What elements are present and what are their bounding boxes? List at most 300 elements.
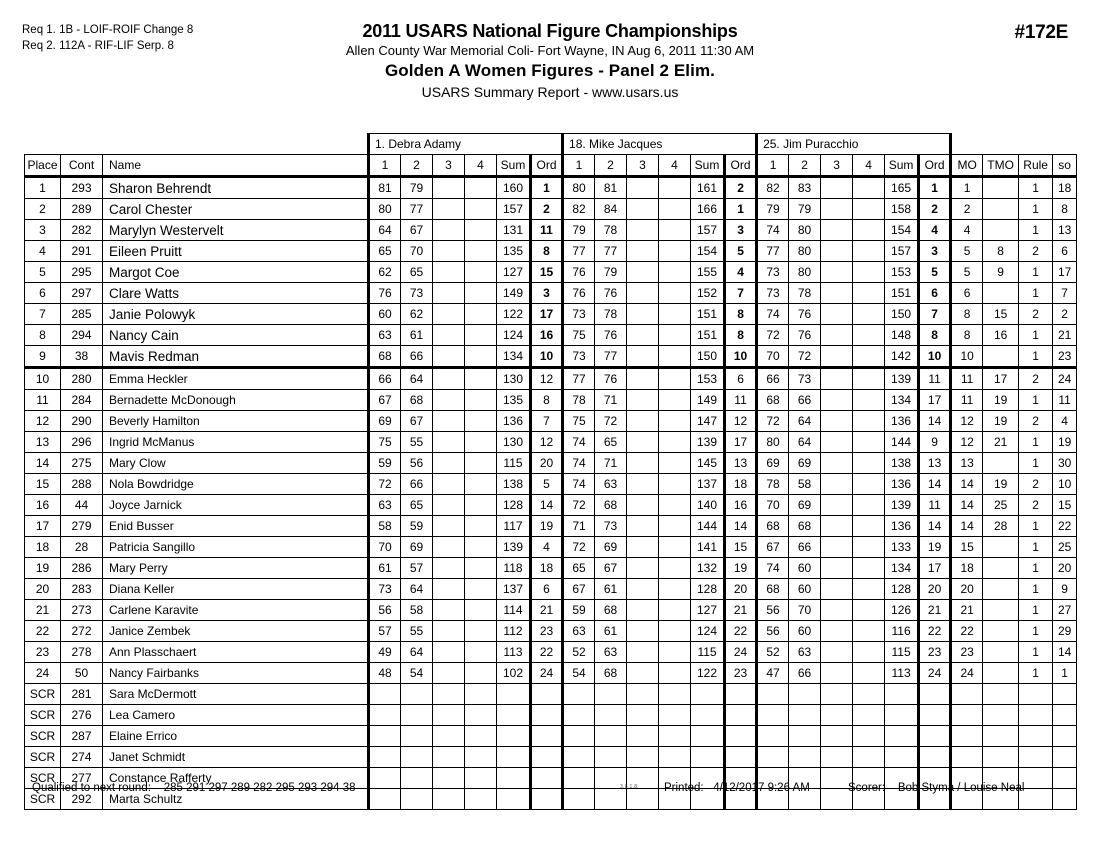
cell-j3-fig2: 66 (789, 537, 821, 558)
cell-j3-fig2: 83 (789, 177, 821, 199)
cell-j3-fig2: 80 (789, 241, 821, 262)
cell-j2-fig1: 71 (563, 516, 595, 537)
cell-j1-sum (497, 747, 531, 768)
cell-j2-fig1: 74 (563, 474, 595, 495)
cell-so: 10 (1053, 474, 1077, 495)
cell-j1-fig1: 48 (369, 663, 401, 684)
cell-so: 1 (1053, 663, 1077, 684)
cell-j3-ord: 11 (919, 495, 951, 516)
cell-j1-ord (531, 684, 563, 705)
col-header-j3-fig1: 1 (757, 155, 789, 177)
cell-cont: 28 (61, 537, 103, 558)
cell-j1-fig2: 61 (401, 325, 433, 346)
qualified-line (32, 782, 356, 794)
cell-j2-sum (691, 684, 725, 705)
cell-cont: 281 (61, 684, 103, 705)
cell-so: 18 (1053, 177, 1077, 199)
col-header-rule: Rule (1019, 155, 1053, 177)
cell-j1-sum: 134 (497, 346, 531, 368)
cell-j2-fig3 (627, 283, 659, 304)
cell-j2-sum: 115 (691, 642, 725, 663)
cell-j3-ord: 5 (919, 262, 951, 283)
col-header-j2-fig1: 1 (563, 155, 595, 177)
cell-j3-fig3 (821, 368, 853, 390)
cell-j1-fig3 (433, 579, 465, 600)
cell-j3-ord (919, 705, 951, 726)
table-row (25, 325, 1077, 346)
cell-j3-ord: 23 (919, 642, 951, 663)
cell-so: 24 (1053, 368, 1077, 390)
cell-j1-fig1: 56 (369, 600, 401, 621)
cell-j1-fig2: 67 (401, 411, 433, 432)
cell-j2-fig3 (627, 304, 659, 325)
cell-so (1053, 705, 1077, 726)
cell-j1-sum: 112 (497, 621, 531, 642)
cell-j2-fig2 (595, 747, 627, 768)
col-header-place: Place (25, 155, 61, 177)
cell-j2-fig1: 76 (563, 283, 595, 304)
table-row (25, 220, 1077, 241)
cell-j2-fig3 (627, 453, 659, 474)
cell-j3-fig2: 69 (789, 495, 821, 516)
col-header-name: Name (103, 155, 369, 177)
cell-j1-ord: 12 (531, 432, 563, 453)
cell-j1-fig1: 63 (369, 495, 401, 516)
cell-rule: 1 (1019, 663, 1053, 684)
cell-j3-sum: 154 (885, 220, 919, 241)
cell-rule: 1 (1019, 220, 1053, 241)
cell-j3-fig1: 77 (757, 241, 789, 262)
table-row (25, 600, 1077, 621)
judge-banner-spacer (25, 134, 369, 155)
col-header-tmo: TMO (983, 155, 1019, 177)
table-row (25, 495, 1077, 516)
cell-j1-fig2: 66 (401, 474, 433, 495)
cell-cont: 272 (61, 621, 103, 642)
cell-rule: 1 (1019, 177, 1053, 199)
cell-j1-fig4 (465, 390, 497, 411)
cell-j1-sum: 127 (497, 262, 531, 283)
cell-j2-fig4 (659, 346, 691, 368)
printed-label: Printed: (664, 782, 704, 794)
cell-j3-fig4 (853, 747, 885, 768)
cell-place: 24 (25, 663, 61, 684)
cell-j3-fig3 (821, 558, 853, 579)
cell-j3-sum (885, 705, 919, 726)
cell-j1-fig2: 64 (401, 642, 433, 663)
cell-j1-fig3 (433, 368, 465, 390)
cell-so: 29 (1053, 621, 1077, 642)
cell-so: 30 (1053, 453, 1077, 474)
cell-tmo (983, 579, 1019, 600)
cell-j3-fig2: 66 (789, 390, 821, 411)
cell-j3-fig4 (853, 705, 885, 726)
cell-j2-fig2: 68 (595, 600, 627, 621)
cell-j3-sum: 134 (885, 390, 919, 411)
cell-j2-ord: 11 (725, 390, 757, 411)
cell-mo: 20 (951, 579, 983, 600)
col-header-j1-fig3: 3 (433, 155, 465, 177)
cell-j2-ord: 24 (725, 642, 757, 663)
cell-j3-fig2: 68 (789, 516, 821, 537)
cell-j1-fig3 (433, 199, 465, 220)
cell-cont: 278 (61, 642, 103, 663)
cell-name: Mary Perry (103, 558, 369, 579)
cell-j2-ord: 23 (725, 663, 757, 684)
cell-j2-ord (725, 684, 757, 705)
cell-j1-sum: 136 (497, 411, 531, 432)
cell-place: SCR (25, 747, 61, 768)
cell-j3-fig3 (821, 346, 853, 368)
cell-cont: 277 (61, 768, 103, 789)
cell-j3-sum: 136 (885, 411, 919, 432)
cell-j1-fig4 (465, 495, 497, 516)
cell-name: Clare Watts (103, 283, 369, 304)
col-header-j2-ord: Ord (725, 155, 757, 177)
cell-mo: 14 (951, 516, 983, 537)
cell-j1-fig2: 62 (401, 304, 433, 325)
cell-so (1053, 747, 1077, 768)
cell-cont: 283 (61, 579, 103, 600)
cell-j3-sum: 158 (885, 199, 919, 220)
cell-j1-ord: 20 (531, 453, 563, 474)
cell-j2-fig1: 63 (563, 621, 595, 642)
cell-cont: 274 (61, 747, 103, 768)
cell-j2-fig2: 65 (595, 432, 627, 453)
cell-j1-sum: 113 (497, 642, 531, 663)
cell-place: 15 (25, 474, 61, 495)
cell-j3-fig2: 70 (789, 600, 821, 621)
cell-tmo (983, 283, 1019, 304)
cell-tmo (983, 177, 1019, 199)
cell-tmo (983, 663, 1019, 684)
cell-so: 14 (1053, 642, 1077, 663)
cell-j1-fig3 (433, 474, 465, 495)
cell-j3-fig1: 82 (757, 177, 789, 199)
cell-name: Margot Coe (103, 262, 369, 283)
cell-mo (951, 726, 983, 747)
cell-j1-sum: 138 (497, 474, 531, 495)
cell-place: SCR (25, 768, 61, 789)
cell-j1-sum: 131 (497, 220, 531, 241)
cell-j1-fig3 (433, 283, 465, 304)
cell-j1-sum: 160 (497, 177, 531, 199)
cell-j1-fig2 (401, 684, 433, 705)
cell-j3-fig4 (853, 726, 885, 747)
cell-j3-sum: 126 (885, 600, 919, 621)
cell-tmo: 17 (983, 368, 1019, 390)
cell-j3-ord: 8 (919, 325, 951, 346)
cell-j1-fig3 (433, 262, 465, 283)
cell-tmo: 15 (983, 304, 1019, 325)
cell-j1-fig3 (433, 705, 465, 726)
cell-j1-fig2: 66 (401, 346, 433, 368)
cell-place: 14 (25, 453, 61, 474)
cell-j2-fig1: 73 (563, 304, 595, 325)
cell-j3-fig1 (757, 684, 789, 705)
cell-j2-ord: 6 (725, 368, 757, 390)
cell-j2-fig2: 72 (595, 411, 627, 432)
cell-j3-sum: 165 (885, 177, 919, 199)
cell-so: 15 (1053, 495, 1077, 516)
cell-j1-fig2: 67 (401, 220, 433, 241)
cell-rule (1019, 726, 1053, 747)
cell-j3-fig4 (853, 663, 885, 684)
table-row (25, 726, 1077, 747)
cell-j1-fig1: 64 (369, 220, 401, 241)
cell-j3-ord (919, 684, 951, 705)
col-header-j2-fig4: 4 (659, 155, 691, 177)
cell-j1-sum: 135 (497, 390, 531, 411)
cell-j3-fig3 (821, 684, 853, 705)
cell-j1-ord (531, 726, 563, 747)
cell-name: Bernadette McDonough (103, 390, 369, 411)
cell-rule: 1 (1019, 390, 1053, 411)
cell-j2-fig2: 76 (595, 283, 627, 304)
cell-tmo: 19 (983, 474, 1019, 495)
cell-j3-fig4 (853, 346, 885, 368)
cell-j3-ord: 2 (919, 199, 951, 220)
cell-mo: 1 (951, 177, 983, 199)
cell-j1-ord: 6 (531, 579, 563, 600)
cell-j1-ord: 17 (531, 304, 563, 325)
cell-j2-fig4 (659, 325, 691, 346)
cell-so: 19 (1053, 432, 1077, 453)
cell-j1-fig4 (465, 621, 497, 642)
cell-j1-sum: 135 (497, 241, 531, 262)
cell-mo: 5 (951, 262, 983, 283)
cell-j1-ord: 3 (531, 283, 563, 304)
cell-j3-ord: 14 (919, 411, 951, 432)
cell-j3-sum (885, 747, 919, 768)
col-header-j2-sum: Sum (691, 155, 725, 177)
cell-j3-fig4 (853, 325, 885, 346)
cell-place: 23 (25, 642, 61, 663)
requirement-line-2: Req 2. 112A - RIF-LIF Serp. 8 (22, 40, 174, 52)
cell-j2-fig4 (659, 220, 691, 241)
cell-mo: 14 (951, 474, 983, 495)
table-row (25, 177, 1077, 199)
cell-j1-fig3 (433, 346, 465, 368)
cell-j2-fig2: 77 (595, 241, 627, 262)
cell-j1-fig4 (465, 453, 497, 474)
cell-rule: 1 (1019, 325, 1053, 346)
cell-place: SCR (25, 705, 61, 726)
cell-so: 27 (1053, 600, 1077, 621)
table-row (25, 411, 1077, 432)
cell-j2-fig4 (659, 177, 691, 199)
cell-j3-fig1: 80 (757, 432, 789, 453)
cell-j1-ord: 8 (531, 241, 563, 262)
cell-j3-fig4 (853, 241, 885, 262)
judge-header-1: 1. Debra Adamy (369, 134, 563, 155)
cell-tmo: 9 (983, 262, 1019, 283)
cell-j3-ord: 14 (919, 474, 951, 495)
cell-j3-fig4 (853, 579, 885, 600)
cell-cont: 297 (61, 283, 103, 304)
cell-name: Marylyn Westervelt (103, 220, 369, 241)
cell-j2-fig3 (627, 663, 659, 684)
cell-cont: 288 (61, 474, 103, 495)
cell-j3-sum: 153 (885, 262, 919, 283)
cell-j3-fig3 (821, 726, 853, 747)
cell-j2-fig4 (659, 705, 691, 726)
cell-rule: 1 (1019, 283, 1053, 304)
cell-mo (951, 747, 983, 768)
cell-j3-fig1: 74 (757, 304, 789, 325)
results-table (24, 133, 1077, 810)
cell-name: Elaine Errico (103, 726, 369, 747)
cell-mo: 24 (951, 663, 983, 684)
cell-j3-fig3 (821, 283, 853, 304)
cell-j2-fig4 (659, 368, 691, 390)
cell-j1-sum (497, 684, 531, 705)
cell-j2-sum: 145 (691, 453, 725, 474)
cell-j3-fig4 (853, 199, 885, 220)
cell-j3-fig1: 74 (757, 558, 789, 579)
cell-j1-fig3 (433, 453, 465, 474)
cell-j3-fig1: 47 (757, 663, 789, 684)
cell-j2-fig4 (659, 241, 691, 262)
cell-name: Enid Busser (103, 516, 369, 537)
cell-place: 16 (25, 495, 61, 516)
cell-mo: 15 (951, 537, 983, 558)
cell-j2-fig4 (659, 516, 691, 537)
cell-j1-fig4 (465, 558, 497, 579)
cell-mo: 4 (951, 220, 983, 241)
cell-j3-ord: 7 (919, 304, 951, 325)
cell-j1-fig4 (465, 411, 497, 432)
cell-mo: 12 (951, 432, 983, 453)
cell-tmo (983, 558, 1019, 579)
cell-j3-ord: 17 (919, 558, 951, 579)
cell-j1-fig3 (433, 621, 465, 642)
cell-j1-fig1: 62 (369, 262, 401, 283)
col-header-so: so (1053, 155, 1077, 177)
col-header-j1-fig2: 2 (401, 155, 433, 177)
col-header-j3-ord: Ord (919, 155, 951, 177)
cell-j3-fig2: 76 (789, 304, 821, 325)
judge-banner-end-spacer (951, 134, 1077, 155)
cell-j3-fig3 (821, 747, 853, 768)
cell-j2-ord: 22 (725, 621, 757, 642)
cell-name: Ann Plasschaert (103, 642, 369, 663)
cell-j1-fig1: 73 (369, 579, 401, 600)
cell-place: 5 (25, 262, 61, 283)
cell-j2-fig1: 59 (563, 600, 595, 621)
cell-j3-fig4 (853, 474, 885, 495)
cell-j2-fig2: 67 (595, 558, 627, 579)
cell-rule: 1 (1019, 516, 1053, 537)
cell-so: 21 (1053, 325, 1077, 346)
cell-j3-ord: 24 (919, 663, 951, 684)
cell-rule: 1 (1019, 346, 1053, 368)
cell-j3-fig2: 60 (789, 621, 821, 642)
col-header-j1-ord: Ord (531, 155, 563, 177)
cell-j3-fig4 (853, 411, 885, 432)
cell-j2-fig4 (659, 684, 691, 705)
cell-name: Mary Clow (103, 453, 369, 474)
cell-j1-fig4 (465, 684, 497, 705)
cell-j3-fig2 (789, 684, 821, 705)
table-row (25, 262, 1077, 283)
cell-mo: 14 (951, 495, 983, 516)
cell-j2-fig4 (659, 199, 691, 220)
cell-j3-sum (885, 726, 919, 747)
cell-name: Emma Heckler (103, 368, 369, 390)
cell-j1-fig2: 55 (401, 432, 433, 453)
cell-j3-fig3 (821, 177, 853, 199)
cell-j2-fig3 (627, 684, 659, 705)
cell-j1-ord: 24 (531, 663, 563, 684)
cell-j1-fig1 (369, 747, 401, 768)
cell-j1-ord: 10 (531, 346, 563, 368)
cell-j2-sum: 157 (691, 220, 725, 241)
cell-j1-fig2: 69 (401, 537, 433, 558)
cell-j2-sum: 139 (691, 432, 725, 453)
cell-j1-ord: 8 (531, 390, 563, 411)
cell-place: 3 (25, 220, 61, 241)
cell-place: 4 (25, 241, 61, 262)
cell-j2-fig3 (627, 432, 659, 453)
cell-j2-sum: 151 (691, 304, 725, 325)
cell-rule: 2 (1019, 495, 1053, 516)
cell-j1-ord: 1 (531, 177, 563, 199)
cell-cont: 287 (61, 726, 103, 747)
cell-j1-fig1: 57 (369, 621, 401, 642)
cell-name: Patricia Sangillo (103, 537, 369, 558)
cell-j1-fig2: 73 (401, 283, 433, 304)
cell-j1-sum: 102 (497, 663, 531, 684)
cell-tmo (983, 621, 1019, 642)
cell-name: Janie Polowyk (103, 304, 369, 325)
cell-place: 21 (25, 600, 61, 621)
cell-j2-ord: 3 (725, 220, 757, 241)
cell-place: 20 (25, 579, 61, 600)
cell-j1-fig4 (465, 642, 497, 663)
cell-so: 2 (1053, 304, 1077, 325)
cell-j2-fig3 (627, 747, 659, 768)
cell-j2-fig1: 82 (563, 199, 595, 220)
cell-place: 13 (25, 432, 61, 453)
cell-j2-fig4 (659, 283, 691, 304)
cell-j2-fig4 (659, 747, 691, 768)
cell-j2-fig4 (659, 432, 691, 453)
cell-j3-ord: 20 (919, 579, 951, 600)
cell-j1-fig2: 68 (401, 390, 433, 411)
cell-j2-fig2: 61 (595, 579, 627, 600)
cell-so (1053, 768, 1077, 789)
cell-j2-ord: 14 (725, 516, 757, 537)
cell-j2-sum: 152 (691, 283, 725, 304)
judge-header-3: 25. Jim Puracchio (757, 134, 951, 155)
cell-j3-fig2: 69 (789, 453, 821, 474)
cell-j2-fig1: 73 (563, 346, 595, 368)
cell-j2-fig4 (659, 495, 691, 516)
cell-place: 7 (25, 304, 61, 325)
cell-rule: 1 (1019, 432, 1053, 453)
cell-cont: 275 (61, 453, 103, 474)
cell-j3-fig3 (821, 390, 853, 411)
cell-j3-fig4 (853, 642, 885, 663)
cell-mo: 10 (951, 346, 983, 368)
cell-name: Janice Zembek (103, 621, 369, 642)
scorer-line (848, 782, 1024, 794)
cell-j2-ord (725, 705, 757, 726)
cell-mo: 23 (951, 642, 983, 663)
cell-j2-fig2: 76 (595, 325, 627, 346)
cell-j2-sum: 155 (691, 262, 725, 283)
